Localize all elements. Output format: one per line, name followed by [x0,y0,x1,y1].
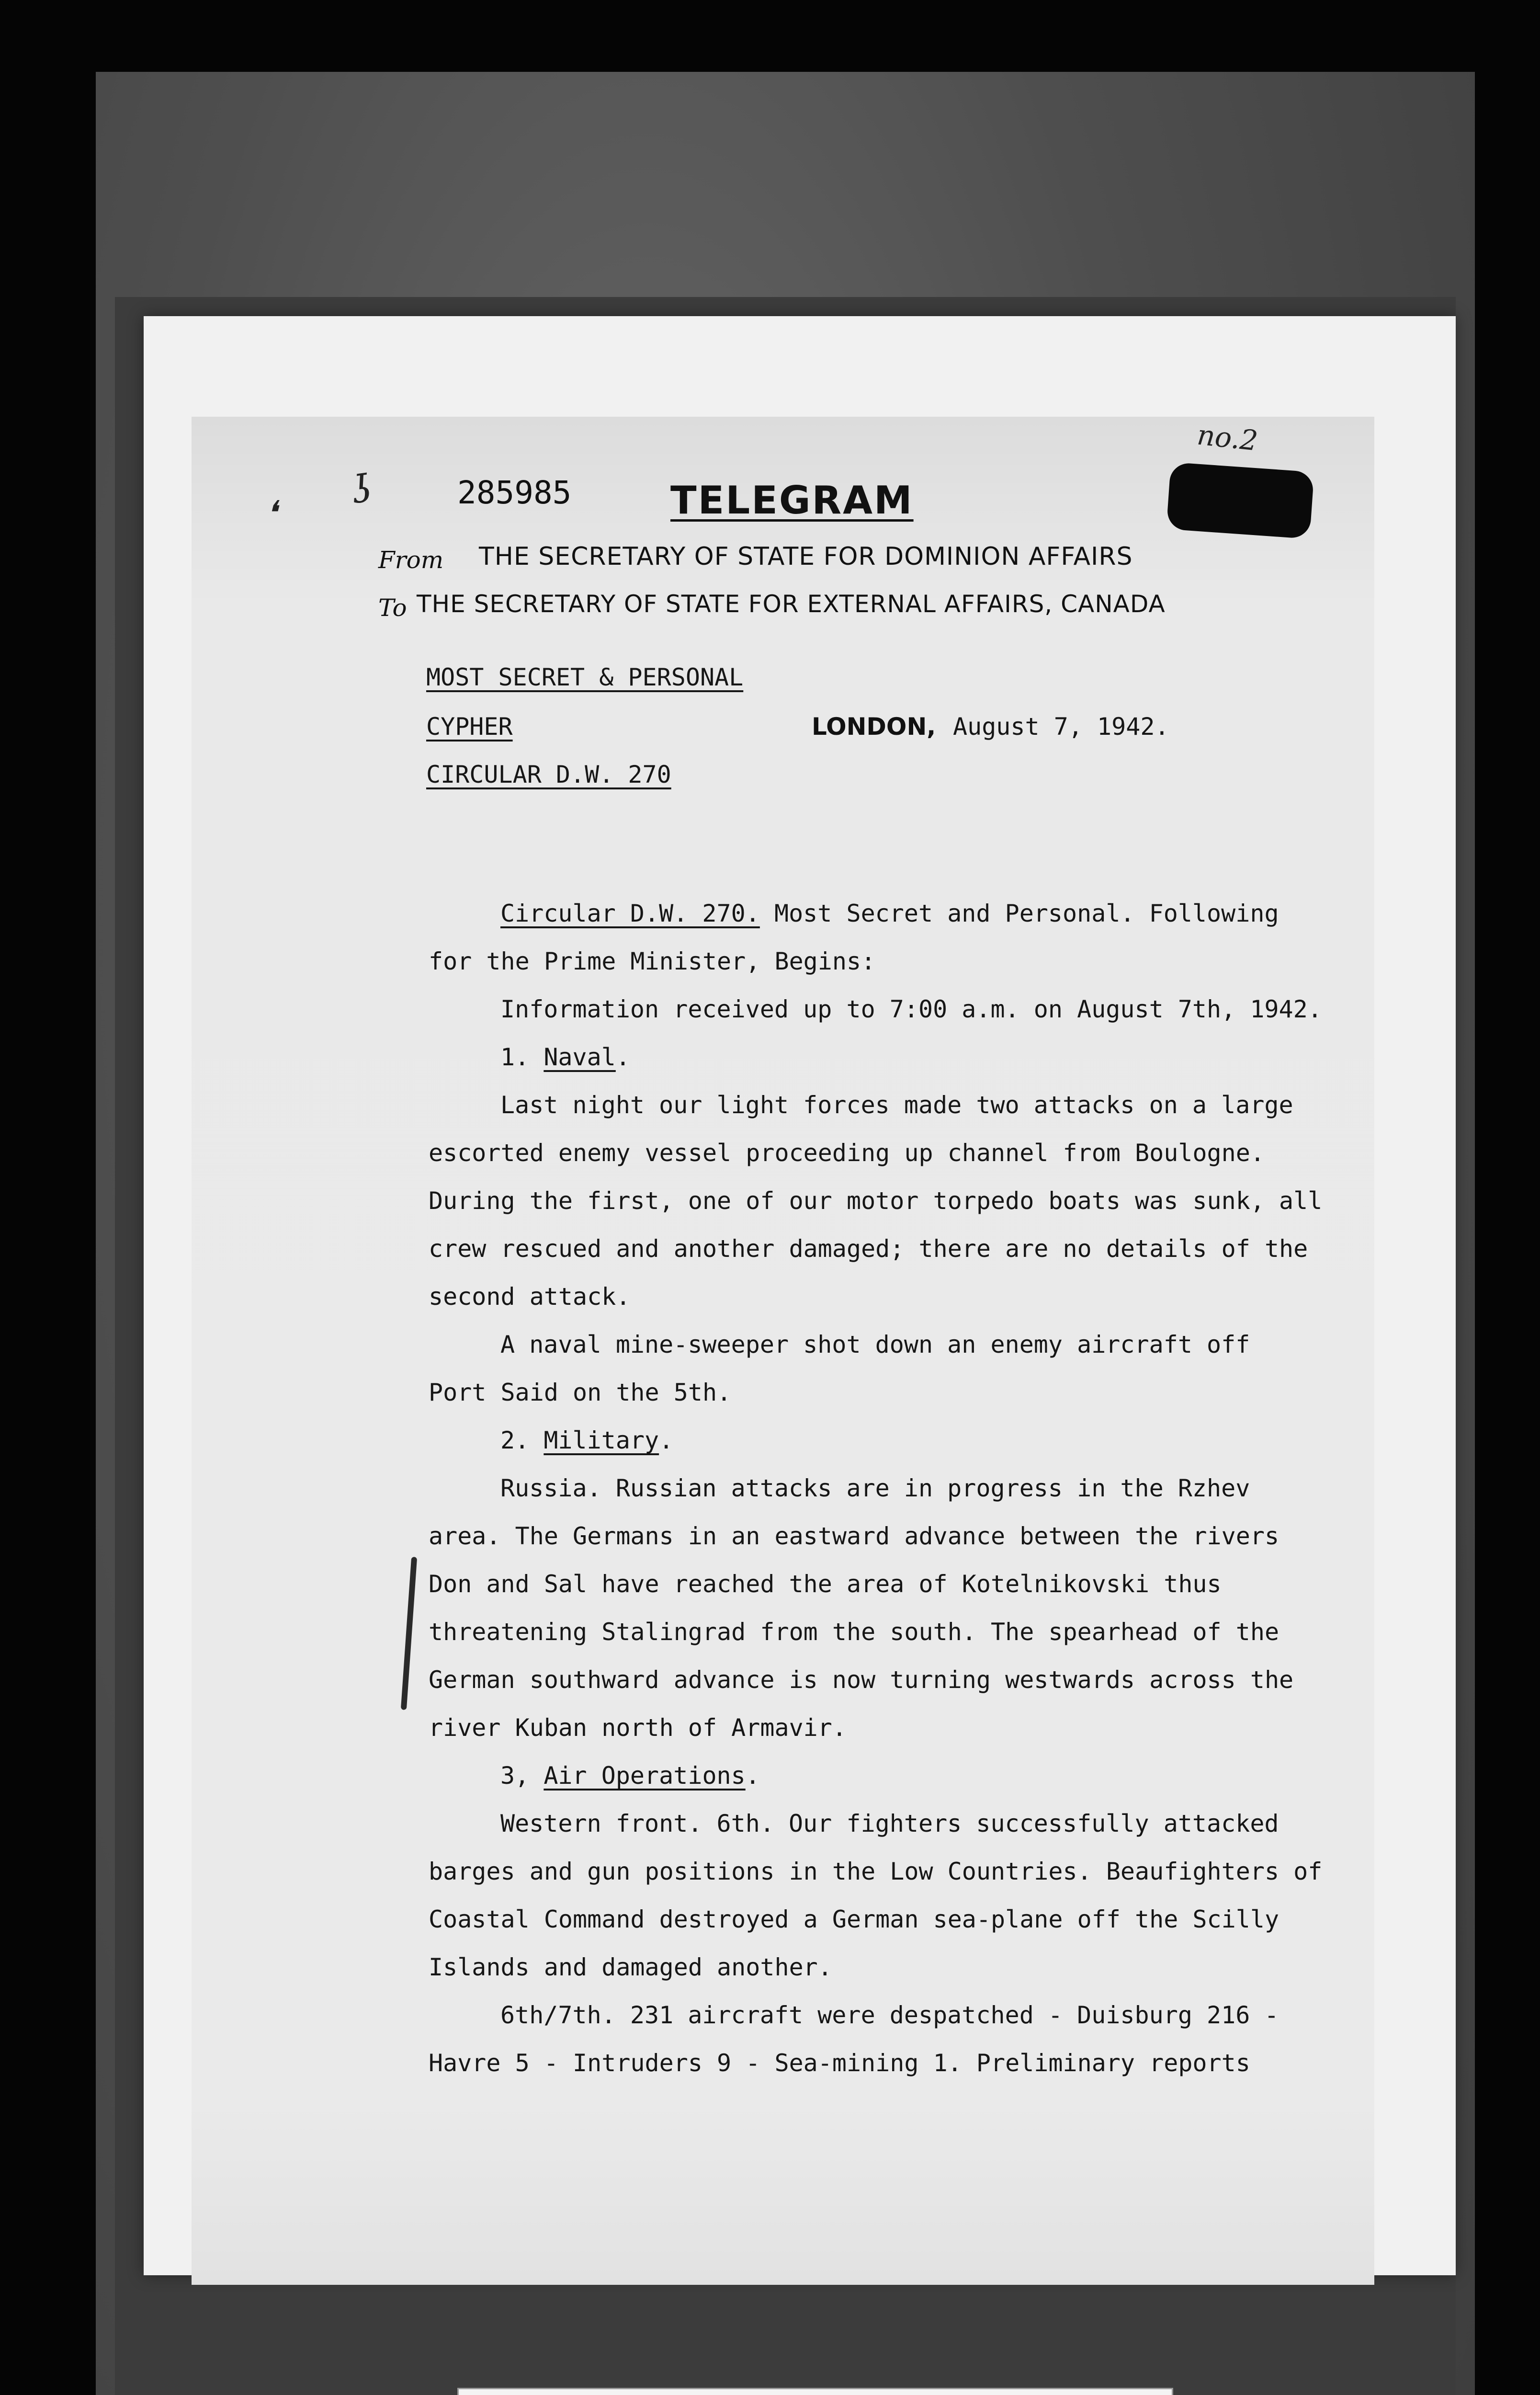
body-text-run: Coastal Command destroyed a German sea-plane off the Scilly [429,1905,1280,1933]
underlined-heading: Circular D.W. 270. [500,900,760,927]
body-line [429,1714,847,1742]
body-text-run: Russia. Russian attacks are in progress in the Rzhev [500,1474,1250,1502]
body-line [429,1187,1322,1215]
body-text-run: German southward advance is now turning westwards across the [429,1666,1294,1694]
body-line [429,1283,630,1311]
body-line [429,1858,1322,1885]
body-text-run: barges and gun positions in the Low Countries. Beaufighters of [429,1858,1323,1885]
body-text-run: Islands and damaged another. [429,1953,832,1981]
classification: MOST SECRET & PERSONAL [426,663,744,691]
body-line [429,1618,1279,1646]
body-text-run: for the Prime Minister, Begins: [429,947,876,975]
handwritten-number: no.2 [1195,418,1259,457]
body-line [429,1570,1222,1598]
body-line [429,1522,1279,1550]
body-text-run: threatening Stalingrad from the south. The spearhead of the [429,1618,1280,1646]
body-line [500,1474,1250,1502]
telegram-heading: TELEGRAM [670,478,914,523]
body-text-run: Last night our light forces made two attacks on a large [500,1091,1293,1119]
body-line [500,995,1322,1023]
document-number: 285985 [457,474,572,511]
body-text-run: 6th/7th. 231 aircraft were despatched - Duisburg 216 - [500,2001,1279,2029]
body-line [429,1905,1279,1933]
body-line [500,1426,673,1454]
body-line [500,1043,630,1071]
body-text-run: . [659,1426,674,1454]
body-text-run: A naval mine-sweeper shot down an enemy aircraft off [500,1331,1250,1358]
body-text-run: Port Said on the 5th. [429,1379,732,1406]
body-text-run: 2. [500,1426,544,1454]
underlined-heading: Naval [544,1043,616,1071]
body-line [429,1953,832,1981]
body-text-run: 1. [500,1043,544,1071]
body-text-run: river Kuban north of Armavir. [429,1714,847,1742]
to-text: THE SECRETARY OF STATE FOR EXTERNAL AFFAIRS, CANADA [417,590,1166,618]
body-line [429,1379,731,1406]
body-text-run: . [745,1762,760,1790]
body-text-run: Havre 5 - Intruders 9 - Sea-mining 1. Preliminary reports [429,2049,1250,2077]
body-line [429,1235,1308,1263]
body-line [429,1666,1293,1694]
body-text-run: Information received up to 7:00 a.m. on August 7th, 1942. [500,995,1322,1023]
body-text-run: area. The Germans in an eastward advance between the rivers [429,1522,1280,1550]
cypher-label: CYPHER [426,713,513,741]
body-line [429,1139,1265,1167]
body-text-run: . [615,1043,630,1071]
body-line [500,2001,1279,2029]
from-text: THE SECRETARY OF STATE FOR DOMINION AFFAIRS [479,542,1133,571]
body-text-run: During the first, one of our motor torpedo boats was sunk, all [429,1187,1323,1215]
margin-scribble-mark: ʖ [349,466,376,513]
circular-reference: CIRCULAR D.W. 270 [426,761,671,788]
margin-tick-mark: ❛ [266,493,277,533]
body-text-run: Most Secret and Personal. Following [759,900,1279,927]
body-line [500,1810,1279,1837]
body-line [500,1762,760,1790]
body-text-run: second attack. [429,1283,631,1311]
underlined-heading: Air Operations [544,1762,746,1790]
body-text-run: crew rescued and another damaged; there are no details of the [429,1235,1308,1263]
body-line [429,2049,1250,2077]
date: August 7, 1942. [953,713,1169,741]
place-label: LONDON, [812,713,936,741]
body-line [500,1331,1250,1358]
body-text-run: 3, [500,1762,544,1790]
from-label: From [378,546,444,574]
redaction-mark [1166,462,1314,539]
citation-slip [457,2388,1173,2395]
body-text-run: escorted enemy vessel proceeding up channel from Boulogne. [429,1139,1265,1167]
body-text-run: Don and Sal have reached the area of Kotelnikovski thus [429,1570,1222,1598]
to-label: To [378,594,407,622]
underlined-heading: Military [544,1426,659,1454]
body-line [429,947,875,975]
body-line [500,900,1279,927]
body-text-run: Western front. 6th. Our fighters successfully attacked [500,1810,1279,1837]
body-line [500,1091,1293,1119]
